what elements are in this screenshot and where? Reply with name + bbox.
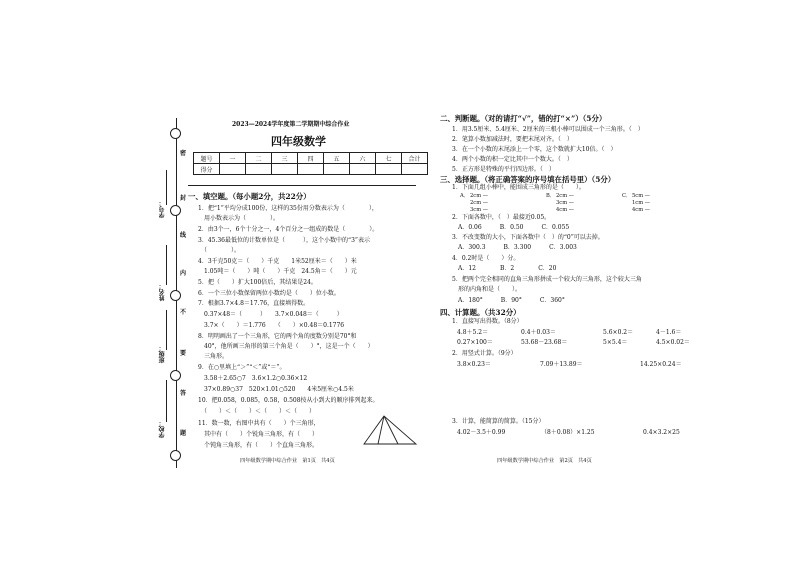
- stick-length: 4cm —: [632, 207, 650, 213]
- section-title-fill-blank: 一、填空题。（每小题2分，共22分）: [188, 192, 311, 201]
- question-line: 1．把“1”平均分成100份，这样的35份用分数表示为（ ），: [198, 205, 378, 212]
- score-cell: 三: [272, 153, 298, 164]
- choice-options: A．0.06 B．0.50 C．0.055: [452, 224, 570, 231]
- score-value-row: [194, 164, 428, 175]
- school-label: 学校：: [159, 420, 166, 438]
- binding-word: 线: [180, 232, 187, 239]
- page-footer: 四年级数学期中综合作业 第2页 共4页: [497, 458, 592, 464]
- question-line: 37×0.89○37 520×1.01○520 4米5厘米○4.5米: [198, 386, 354, 393]
- question-line: 40°，他所画三角形的第三个角是（ ）°，这是一个（ ）: [198, 343, 374, 350]
- section-title-choice: 三、选择题。（将正确答案的序号填在括号里）（5分）: [440, 175, 616, 184]
- question-line: 个钝角三角形，有（ ）个直角三角形。: [198, 442, 319, 449]
- question-line: 其中有（ ）个锐角三角形，有（ ）: [198, 431, 319, 438]
- stick-length: 5cm —: [632, 193, 650, 199]
- judge-item: 5．正方形是特殊的平行四边形。（ ）: [452, 166, 555, 173]
- question-line: 三角形。: [198, 353, 229, 360]
- judge-item: 4．两个小数的积一定比其中一个数大。（ ）: [452, 156, 573, 163]
- calc-expression: 53.68－23.68＝: [521, 339, 568, 346]
- option-letter: C．: [622, 193, 632, 199]
- score-input[interactable]: [298, 164, 324, 175]
- score-table: [193, 152, 428, 175]
- stick-length: 2cm —: [556, 193, 574, 199]
- section-title-judge: 二、判断题。（对的请打“√”，错的打“×”）（5分）: [440, 114, 607, 123]
- calc-expression: 7.09＋13.89＝: [540, 361, 583, 368]
- binding-word: 要: [180, 350, 187, 357]
- calc-expression: 0.4＋0.03＝: [521, 329, 556, 336]
- choice-item: 2．下面各数中，（ ）最接近0.05。: [452, 214, 551, 221]
- calc-expression: （8＋0.08）×1.25: [541, 429, 595, 436]
- question-line: 8．明明画出了一个三角形，它的两个角的度数分别是70°和: [198, 333, 357, 340]
- choice-item: 4．0.2时是（ ）分。: [452, 255, 520, 262]
- stick-length: 3cm —: [470, 207, 488, 213]
- class-label: 班级：: [159, 345, 166, 363]
- binding-hole: [170, 370, 181, 381]
- stick-option-a[interactable]: [460, 193, 488, 213]
- choice-options: A．180° B．90° C．360°: [452, 297, 565, 304]
- student-id-label: 学号：: [159, 200, 166, 218]
- binding-word: 题: [180, 430, 187, 437]
- page-footer: 四年级数学期中综合作业 第1页 共4页: [240, 458, 335, 464]
- stick-length: 2cm —: [470, 193, 488, 199]
- binding-word: 不: [180, 309, 187, 316]
- calc-expression: 3.8×0.23＝: [457, 361, 491, 368]
- question-line: 11．数一数，右图中共有（ ）个三角形，: [198, 420, 320, 427]
- calc-expression: 14.25×0.24＝: [640, 361, 682, 368]
- score-header-row: [194, 153, 428, 164]
- question-line: 7．根据3.7×4.8＝17.76，直接填得数。: [198, 300, 310, 307]
- section-title-calc: 四、计算题。（共32分）: [440, 308, 521, 317]
- stick-length: 2cm —: [470, 200, 488, 206]
- calc-expression: 0.4×3.2×25: [643, 429, 680, 436]
- score-input[interactable]: [376, 164, 402, 175]
- stick-length: 1cm —: [632, 200, 650, 206]
- calc-expression: 4.8＋5.2＝: [457, 329, 489, 336]
- triangle-figure: [362, 414, 418, 446]
- question-line: 6．一个三位小数保留两位小数约是（ ）位小数。: [198, 290, 340, 297]
- binding-hole: [170, 128, 181, 139]
- score-cell: 五: [324, 153, 350, 164]
- subject-title: 四年级数学: [271, 135, 326, 148]
- score-input[interactable]: [220, 164, 246, 175]
- calc-expression: 4.5×0.02＝: [656, 339, 690, 346]
- question-line: 3.58＋2.65○7 3.6×1.2○0.36×12: [198, 375, 308, 382]
- binding-word: 密: [180, 150, 187, 157]
- divider: [188, 185, 416, 186]
- score-input[interactable]: [402, 164, 428, 175]
- binding-word: 封: [180, 195, 187, 202]
- choice-item: 形的内角和是（ ）。: [452, 286, 522, 293]
- question-line: 5．把（ ）扩大100倍后，其结果是24。: [198, 279, 317, 286]
- name-label: 姓名：: [159, 283, 166, 301]
- question-line: 3.7×（ ）＝1.776 （ ）×0.48＝0.1776: [198, 322, 345, 329]
- score-input[interactable]: [272, 164, 298, 175]
- binding-word: 内: [180, 270, 187, 277]
- score-cell: 得分: [194, 164, 220, 175]
- judge-item: 1．用3.5厘米、5.4厘米、2厘米的三根小棒可以围成一个三角形。（ ）: [452, 126, 644, 133]
- binding-hole: [170, 290, 181, 301]
- calc-expression: 5×5.4＝: [603, 339, 628, 346]
- calc-expression: 0.27×100＝: [457, 339, 493, 346]
- stick-length: 4cm —: [556, 207, 574, 213]
- judge-item: 2．笔算小数加减法时，要把末尾对齐。（ ）: [452, 136, 573, 143]
- score-cell: 二: [246, 153, 272, 164]
- binding-hole: [170, 205, 181, 216]
- score-cell: 七: [376, 153, 402, 164]
- score-cell: 六: [350, 153, 376, 164]
- binding-word: 答: [180, 390, 187, 397]
- question-line: 4．3千克50克＝（ ）千克 1米52厘米＝（ ）米: [198, 258, 357, 265]
- class-field[interactable]: [166, 310, 167, 350]
- score-cell: 四: [298, 153, 324, 164]
- question-line: 0.37×48＝（ ） 3.7×0.048＝（ ）: [198, 311, 343, 318]
- question-line: 2．由3个一，6个十分之一，4个百分之一组成的数是（ ）。: [198, 226, 379, 233]
- question-line: 10．把0.058，0.085，0.58，0.508按从小到大的顺序排列起来。: [198, 397, 379, 404]
- calc-subtitle: 3．计算，能简算的简算。（15分）: [452, 418, 545, 425]
- exam-title: 2023—2024学年度第二学期期中综合作业: [232, 121, 350, 128]
- name-field[interactable]: [166, 245, 167, 285]
- question-line: 1.05吨＝（ ）吨（ ）千克 24.5角＝（ ）元: [198, 268, 357, 275]
- question-line: （ ）＜（ ）＜（ ）＜（ ）: [198, 408, 316, 415]
- score-input[interactable]: [350, 164, 376, 175]
- stick-option-b[interactable]: [546, 193, 574, 213]
- choice-item: 5．把两个完全相同的直角三角形拼成一个较大的三角形，这个较大三角: [452, 276, 642, 283]
- score-cell: 合计: [402, 153, 428, 164]
- choice-item: 3．不改变数的大小，下面各数中（ ）的“0”可以去掉。: [452, 234, 604, 241]
- binding-hole: [170, 450, 181, 461]
- choice-options: A．12 B．2 C．20: [452, 265, 557, 272]
- school-field[interactable]: [166, 380, 167, 422]
- calc-subtitle: 1．直接写出得数。（8分）: [452, 318, 523, 325]
- stick-length: 3cm —: [556, 200, 574, 206]
- calc-expression: 5.6×0.2＝: [603, 329, 634, 336]
- option-letter: B．: [546, 193, 555, 199]
- judge-item: 3．在一个小数的末尾添上一个零，这个数就扩大10倍。（ ）: [452, 146, 617, 153]
- stick-option-c[interactable]: [622, 193, 650, 213]
- option-letter: A．: [460, 193, 469, 199]
- calc-expression: 4.02－3.5＋0.99: [457, 429, 506, 436]
- question-line: 9．在○里填上“＞”“＜”或“＝”。: [198, 364, 286, 371]
- question-line: （ ）。: [198, 247, 241, 254]
- choice-options: A．300.3 B．3.300 C．3.003: [452, 244, 577, 251]
- score-cell: 一: [220, 153, 246, 164]
- score-input[interactable]: [324, 164, 350, 175]
- choice-item: 1．下面几组小棒中，能围成三角形的是（ ）。: [452, 184, 585, 191]
- calc-expression: 4－1.6＝: [656, 329, 682, 336]
- question-line: 用小数表示为（ ）。: [198, 215, 280, 222]
- question-line: 3．45.36最低位的计数单位是（ ），这个小数中的“3”表示: [198, 237, 370, 244]
- score-input[interactable]: [246, 164, 272, 175]
- calc-subtitle: 2．用竖式计算。（9分）: [452, 350, 517, 357]
- score-cell: 题号: [194, 153, 220, 164]
- student-id-field[interactable]: [166, 170, 167, 205]
